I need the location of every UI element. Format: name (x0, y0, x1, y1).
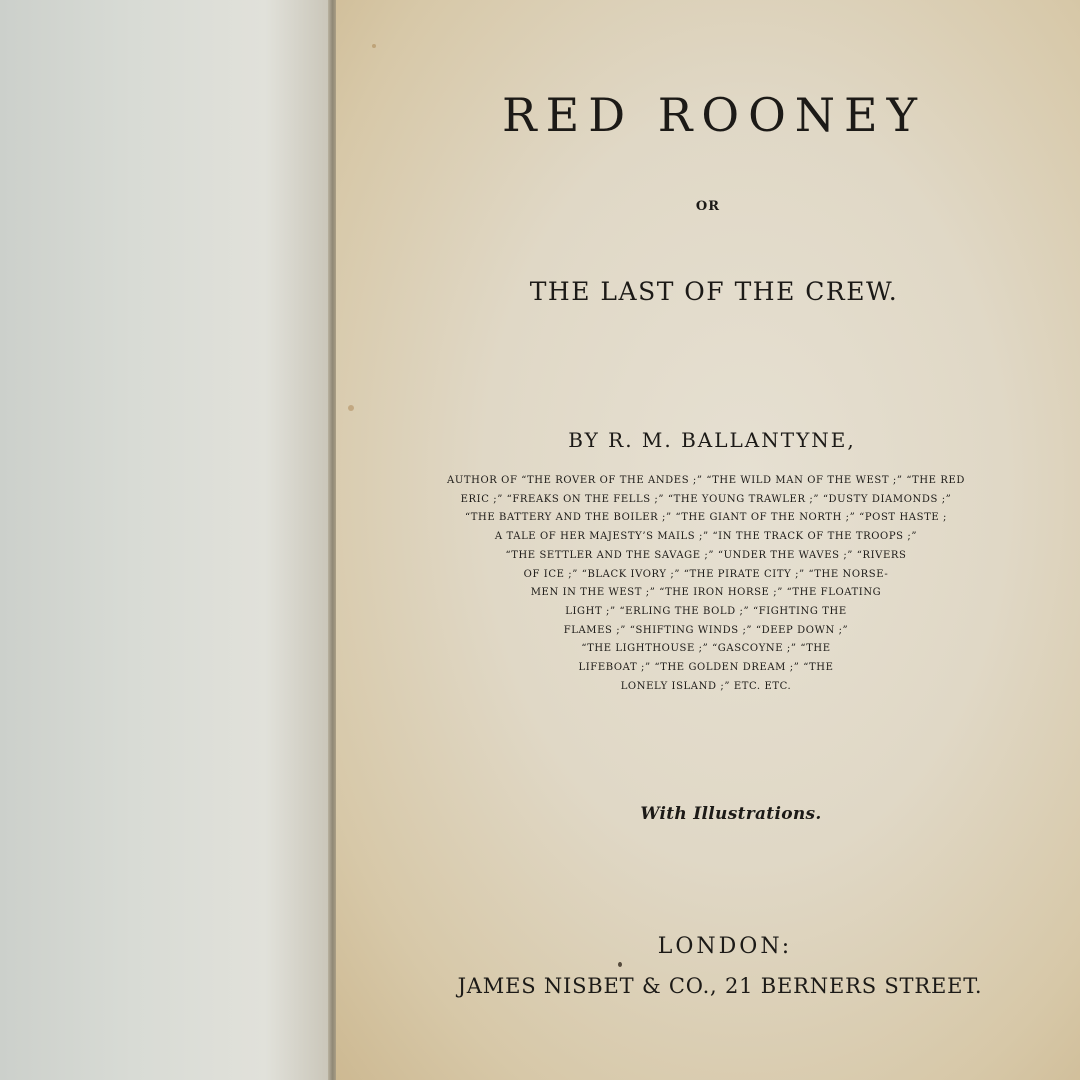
publisher-imprint: JAMES NISBET & CO., 21 BERNERS STREET. (457, 974, 983, 998)
title-page (336, 0, 1080, 1080)
works-line: MEN IN THE WEST ;” “THE IRON HORSE ;” “THE FLOATING (530, 587, 882, 599)
title-or: OR (695, 199, 721, 214)
works-line: “THE LIGHTHOUSE ;” “GASCOYNE ;” “THE (581, 643, 831, 655)
works-line: “THE SETTLER AND THE SAVAGE ;” “UNDER THE WAVES ;” “RIVERS (505, 549, 907, 561)
book-title: RED ROONEY (502, 88, 926, 142)
book-subtitle: THE LAST OF THE CREW. (529, 277, 899, 306)
works-line: “THE BATTERY AND THE BOILER ;” “THE GIANT OF THE NORTH ;” “POST HASTE ; (465, 512, 947, 524)
works-line: ERIC ;” “FREAKS ON THE FELLS ;” “THE YOUNG TRAWLER ;” “DUSTY DIAMONDS ;” (460, 493, 952, 505)
illustrations-note: With Illustrations. (640, 804, 822, 824)
author-other-works (408, 472, 1004, 696)
works-line: LONELY ISLAND ;” ETC. ETC. (620, 680, 792, 692)
publication-place: LONDON: (657, 934, 793, 959)
works-line: AUTHOR OF “THE ROVER OF THE ANDES ;” “THE WILD MAN OF THE WEST ;” “THE RED (447, 475, 965, 486)
works-line: LIGHT ;” “ERLING THE BOLD ;” “FIGHTING THE (565, 605, 847, 617)
works-line: OF ICE ;” “BLACK IVORY ;” “THE PIRATE CITY ;” “THE NORSE- (523, 568, 889, 580)
author-byline: BY R. M. BALLANTYNE, (568, 428, 856, 452)
works-line: LIFEBOAT ;” “THE GOLDEN DREAM ;” “THE (578, 662, 834, 674)
works-line: A TALE OF HER MAJESTY’S MAILS ;” “IN THE TRACK OF THE TROOPS ;” (494, 531, 918, 543)
works-line: FLAMES ;” “SHIFTING WINDS ;” “DEEP DOWN ;” (563, 624, 849, 636)
blank-left-page (0, 0, 332, 1080)
